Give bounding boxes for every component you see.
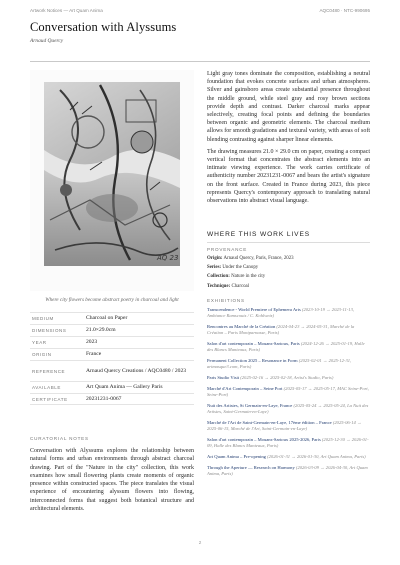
exhibition-meta: (2026-03-09 → 2026-04-30, Art Quam Anima, Paris) [207,465,368,477]
provenance-value: Under the Canopy [222,265,259,271]
page-title: Conversation with Alyssums [30,20,177,34]
description-paragraph: Light gray tones dominate the composition, establishing a neutral foundation that evokes concrete surfaces and urban atmospheres. Silver and gainsboro areas create substantial presence throughout the middle ground, while steel gray and rosy brown sections provide depth and contrast. Darker charcoal marks appear selectively, creating focal points and defining the boundaries between organic and geometric elements. The charcoal medium allows for smooth gradations and textural variety, with areas of soft blending contrasting against sharper linear elements. [207,71,370,143]
exhibition-item[interactable] [207,465,370,477]
exhibition-meta: (2025-05-24 → 2025-05-24, La Nuit des Artistes, Saint-Germain-en-Laye) [207,403,369,414]
detail-value: 21.0×29.0cm [86,327,116,333]
exhibition-item[interactable] [207,375,370,381]
provenance-key: Technique: [207,283,231,289]
detail-value: France [86,351,102,357]
exhibition-item[interactable] [207,358,370,370]
provenance-value: Charcoal [231,283,250,289]
artist-name: Arnaud Quercy [30,38,64,44]
exhibition-meta: (2025-06-14 → 2025-06-15, Marché de l'Art, Saint-Germain-en-Laye) [207,420,362,431]
detail-label: YEAR [32,340,47,345]
curatorial-notes-heading: CURATORIAL NOTES [30,436,89,441]
provenance-item [207,274,370,279]
exhibition-name[interactable]: Permanent Collection 2025 – Resonance in Form [207,358,298,363]
artwork-description [207,70,370,205]
detail-row-available [30,381,194,393]
provenance-item [207,256,370,261]
exhibition-item[interactable] [207,403,370,415]
header-divider [30,61,370,62]
detail-label: ORIGIN [32,352,52,357]
exhibition-meta: (2024-12-26 → 2025-01-19, Halle des Blancs Manteaux, Paris) [207,341,365,352]
exhibition-meta: (2025-02-01 → 2025-12-31, artmasque3.com, Paris) [207,358,352,369]
exhibition-meta: (2023-10-19 → 2023-11-13, Ambiance Ramscouts / C. Kohlweiz) [207,307,355,318]
artwork-caption: Where city flowers become abstract poetry in charcoal and light [45,297,179,303]
exhibition-meta: (2025-02-16 → 2025-02-18, Artist's Studio, Paris) [240,375,334,380]
where-heading: WHERE THIS WORK LIVES [207,231,311,238]
exhibition-name[interactable]: Through the Aperture — Research on Harmony [207,465,295,471]
provenance-heading: PROVENANCE [207,247,248,252]
provenance-list [207,256,370,293]
provenance-item [207,265,370,270]
breadcrumb [30,8,103,17]
exhibition-name[interactable]: Art Quam Anima – Pre-opening [207,454,266,460]
breadcrumb-separator: — [63,8,69,13]
provenance-value: Arnaud Quercy, Paris, France, 2023 [223,256,294,261]
detail-value: Art Quam Anima — Gallery Paris [86,384,163,390]
exhibition-meta: (2025-05-17 → 2025-05-17, MAC Seine-Port, Seine-Port) [207,386,369,397]
artwork-image[interactable] [30,70,194,291]
detail-label: DIMENSIONS [32,328,67,333]
detail-label: CERTIFICATE [32,396,68,402]
exhibitions-heading: EXHIBITIONS [207,298,245,303]
detail-row-certificate [30,393,194,405]
provenance-key: Collection: [207,274,230,280]
provenance-key: Series: [207,265,222,271]
exhibition-item[interactable] [207,437,370,449]
breadcrumb-section-link[interactable]: Artwork Notices [30,8,63,13]
provenance-value: Nature in the city [231,274,266,280]
detail-label: AVAILABLE [32,385,61,390]
exhibition-item[interactable] [207,386,370,398]
detail-value: 2023 [86,339,98,345]
exhibition-meta: (2025-12-30 → 2026-01-09, Halle des Blancs Manteaux, Paris) [207,437,369,448]
reference-code: AQC0480 · NTC-990695 [319,8,370,13]
detail-row-origin [30,348,194,360]
exhibition-item[interactable] [207,324,370,336]
exhibition-name[interactable]: Salon d'art contemporain – Mouans-Sartoux 2025-2026, Paris [207,437,321,443]
detail-label: MEDIUM [32,316,54,321]
exhibition-item[interactable] [207,420,370,432]
detail-value: Arnaud Quercy Creations / AQC0480 / 2023 [86,367,187,374]
top-bar [30,8,370,17]
exhibition-name[interactable]: Nuit des Artistes, St Germain-en-Laye, France [207,403,293,409]
breadcrumb-site-link[interactable]: Art Quam Anima [69,8,103,13]
detail-value: 20231231-0067 [86,395,122,402]
provenance-item [207,284,370,289]
curatorial-notes-text: Conversation with Alyssums explores the relationship between natural forms and urban environments through abstract charcoal drawing. Part of the "Nature in the city" collection, this work examines how small flowering plants create moments of organic presence within constructed spaces. The piece translates the visual experience of encountering alyssum flowers into flowing, interconnected forms that suggest both botanical structure and architectural elements. [30,448,194,513]
artist-signature: AQ 23 [157,254,179,262]
detail-row-dimensions [30,324,194,336]
exhibition-name[interactable]: Rencontres au Marché de la Création [207,324,276,329]
details-table [30,312,194,405]
exhibition-meta: (2024-04-23 → 2024-05-31, Marché de la Création – Paris Montparnasse, Paris) [207,324,355,335]
exhibition-name[interactable]: Marché de l'Art de Saint-Germain-en-Laye, 17ème édition – France [207,420,332,426]
exhibition-name[interactable]: Salon d'art contemporain – Mouans-Sartoux, Paris [207,341,300,346]
exhibition-name[interactable]: Transcendence - World Premiere of Ephemera Arts [207,307,301,312]
exhibitions-list [207,307,370,482]
detail-value: Charcoal on Paper [86,315,128,321]
exhibition-item[interactable] [207,341,370,353]
exhibition-name[interactable]: Marché d'Art Contemporain – Seine Port [207,386,283,392]
exhibition-item[interactable] [207,307,370,319]
exhibition-meta: (2026-01-31 → 2026-01-30, Art Quam Anima, Paris) [267,454,366,460]
page-number: 2 [198,540,202,545]
where-divider [207,242,370,243]
description-paragraph: The drawing measures 21.0 × 29.0 cm on paper, creating a compact vertical format that concentrates the abstract elements into an intimate viewing experience. The work carries certificate of authenticity number 20231231-0067 and bears the artist's signature on the front surface. Created in France during 2023, this piece represents Quercy's contemporary approach to translating natural observations into abstract visual language. [207,148,370,205]
provenance-key: Origin: [207,256,223,261]
detail-row-medium [30,312,194,324]
detail-label: REFERENCE [32,368,66,374]
exhibition-name[interactable]: Paris Studio Visit [207,375,240,380]
detail-row-year [30,336,194,348]
exhibition-item[interactable] [207,454,370,460]
detail-row-reference [30,360,194,381]
